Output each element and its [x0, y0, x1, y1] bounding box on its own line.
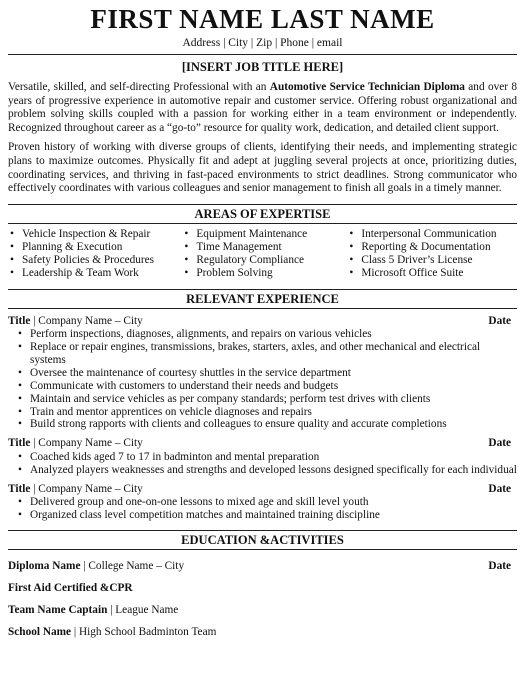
expertise-column-1	[8, 228, 182, 281]
summary-text: and over 8 years of progressive experience in automotive repair and customer service. Offering robust organizational and problem solving skills coupled with a passion for working either in a team environment or independently. Recognized throughout career as a “go-to” resource for quality work, dedication, and detailed client support.	[8, 81, 517, 134]
job-bullet: • Maintain and service vehicles as per company standards; perform test drives with clients	[30, 393, 517, 406]
education-captain	[8, 604, 517, 617]
education-heading: EDUCATION &ACTIVITIES	[8, 530, 517, 550]
job-bullets	[8, 328, 517, 431]
school-team: | High School Badminton Team	[71, 625, 217, 638]
job-bullet: • Perform inspections, diagnoses, alignments, and repairs on various vehicles	[30, 328, 517, 341]
job-title-company	[8, 437, 143, 451]
expertise-item: • Safety Policies & Procedures	[22, 254, 182, 267]
contact-line: Address | City | Zip | Phone | email	[182, 37, 343, 49]
diploma-date: Date	[488, 559, 511, 572]
job-bullet: • Replace or repair engines, transmissions, brakes, starters, axles, and other mechanical and electrical systems	[30, 341, 517, 367]
expertise-item: • Leadership & Team Work	[22, 267, 182, 280]
header-divider	[8, 54, 517, 55]
job-bullet: • Build strong rapports with clients and colleagues to ensure quality and accurate completions	[30, 418, 517, 431]
expertise-item: • Class 5 Driver’s License	[361, 254, 517, 267]
expertise-item: • Equipment Maintenance	[196, 228, 347, 241]
experience-heading: RELEVANT EXPERIENCE	[8, 289, 517, 309]
school-label: School Name	[8, 625, 72, 638]
diploma-text	[8, 560, 184, 573]
job-title-company	[8, 315, 143, 329]
summary-paragraph-1	[8, 81, 517, 135]
expertise-heading: AREAS OF EXPERTISE	[8, 204, 517, 224]
expertise-item: • Problem Solving	[196, 267, 347, 280]
job-company: | Company Name – City	[30, 437, 143, 450]
job-position: Title	[8, 437, 31, 450]
job-bullets	[8, 496, 517, 522]
education-certification	[8, 582, 517, 595]
job-bullets	[8, 451, 517, 477]
job-bullet: • Oversee the maintenance of courtesy shuttles in the service department	[30, 367, 517, 380]
summary-diploma: Automotive Service Technician Diploma	[269, 81, 465, 93]
expertise-item: • Interpersonal Communication	[361, 228, 517, 241]
certification-name: First Aid Certified &CPR	[8, 581, 133, 594]
job-entry-1	[8, 315, 517, 432]
summary-paragraph-2: Proven history of working with diverse groups of clients, identifying their needs, and implementing strategic plans to maximize outcomes. Physically fit and adept at juggling several projects at once, prioritizing duties, coordinating services, and thriving in fast-paced environments to strict deadlines. Strong communicator who effectively coordinates with various colleagues and senior management to finish all goals in a timely manner.	[8, 141, 517, 195]
job-position: Title	[8, 314, 31, 327]
job-entry-3	[8, 483, 517, 522]
job-header	[8, 483, 517, 497]
expertise-item: • Reporting & Documentation	[361, 241, 517, 254]
job-bullet: • Communicate with customers to understand their needs and budgets	[30, 380, 517, 393]
job-date: Date	[488, 314, 511, 327]
education-school	[8, 626, 517, 639]
job-position: Title	[8, 482, 31, 495]
job-bullet: • Analyzed players weaknesses and strengths and developed lessons designed specifically for each individual	[30, 464, 517, 477]
job-title: [INSERT JOB TITLE HERE]	[181, 60, 344, 74]
job-company: | Company Name – City	[30, 314, 143, 327]
expertise-item: • Planning & Execution	[22, 241, 182, 254]
candidate-name: FIRST NAME LAST NAME	[90, 4, 435, 34]
job-bullet: • Delivered group and one-on-one lessons to mixed age and skill level youth	[30, 496, 517, 509]
college-name: | College Name – City	[80, 559, 185, 572]
education-diploma	[8, 560, 517, 573]
job-date: Date	[488, 482, 511, 495]
job-bullet: • Organized class level competition matches and maintained training discipline	[30, 509, 517, 522]
job-bullet: • Coached kids aged 7 to 17 in badminton and mental preparation	[30, 451, 517, 464]
expertise-item: • Time Management	[196, 241, 347, 254]
league-name: | League Name	[107, 603, 179, 616]
job-header	[8, 315, 517, 329]
expertise-column-3	[347, 228, 517, 281]
expertise-column-2	[182, 228, 347, 281]
resume-page	[0, 4, 525, 687]
captain-label: Team Name Captain	[8, 603, 108, 616]
expertise-item: • Vehicle Inspection & Repair	[22, 228, 182, 241]
job-title-company	[8, 483, 143, 497]
job-bullet: • Train and mentor apprentices on vehicle diagnoses and repairs	[30, 406, 517, 419]
job-company: | Company Name – City	[30, 482, 143, 495]
summary-text: Versatile, skilled, and self-directing Professional with an	[8, 81, 270, 93]
job-date: Date	[488, 437, 511, 450]
job-header	[8, 437, 517, 451]
diploma-name: Diploma Name	[8, 559, 81, 572]
expertise-item: • Microsoft Office Suite	[361, 267, 517, 280]
job-entry-2	[8, 437, 517, 476]
expertise-item: • Regulatory Compliance	[196, 254, 347, 267]
expertise-list	[8, 228, 517, 281]
